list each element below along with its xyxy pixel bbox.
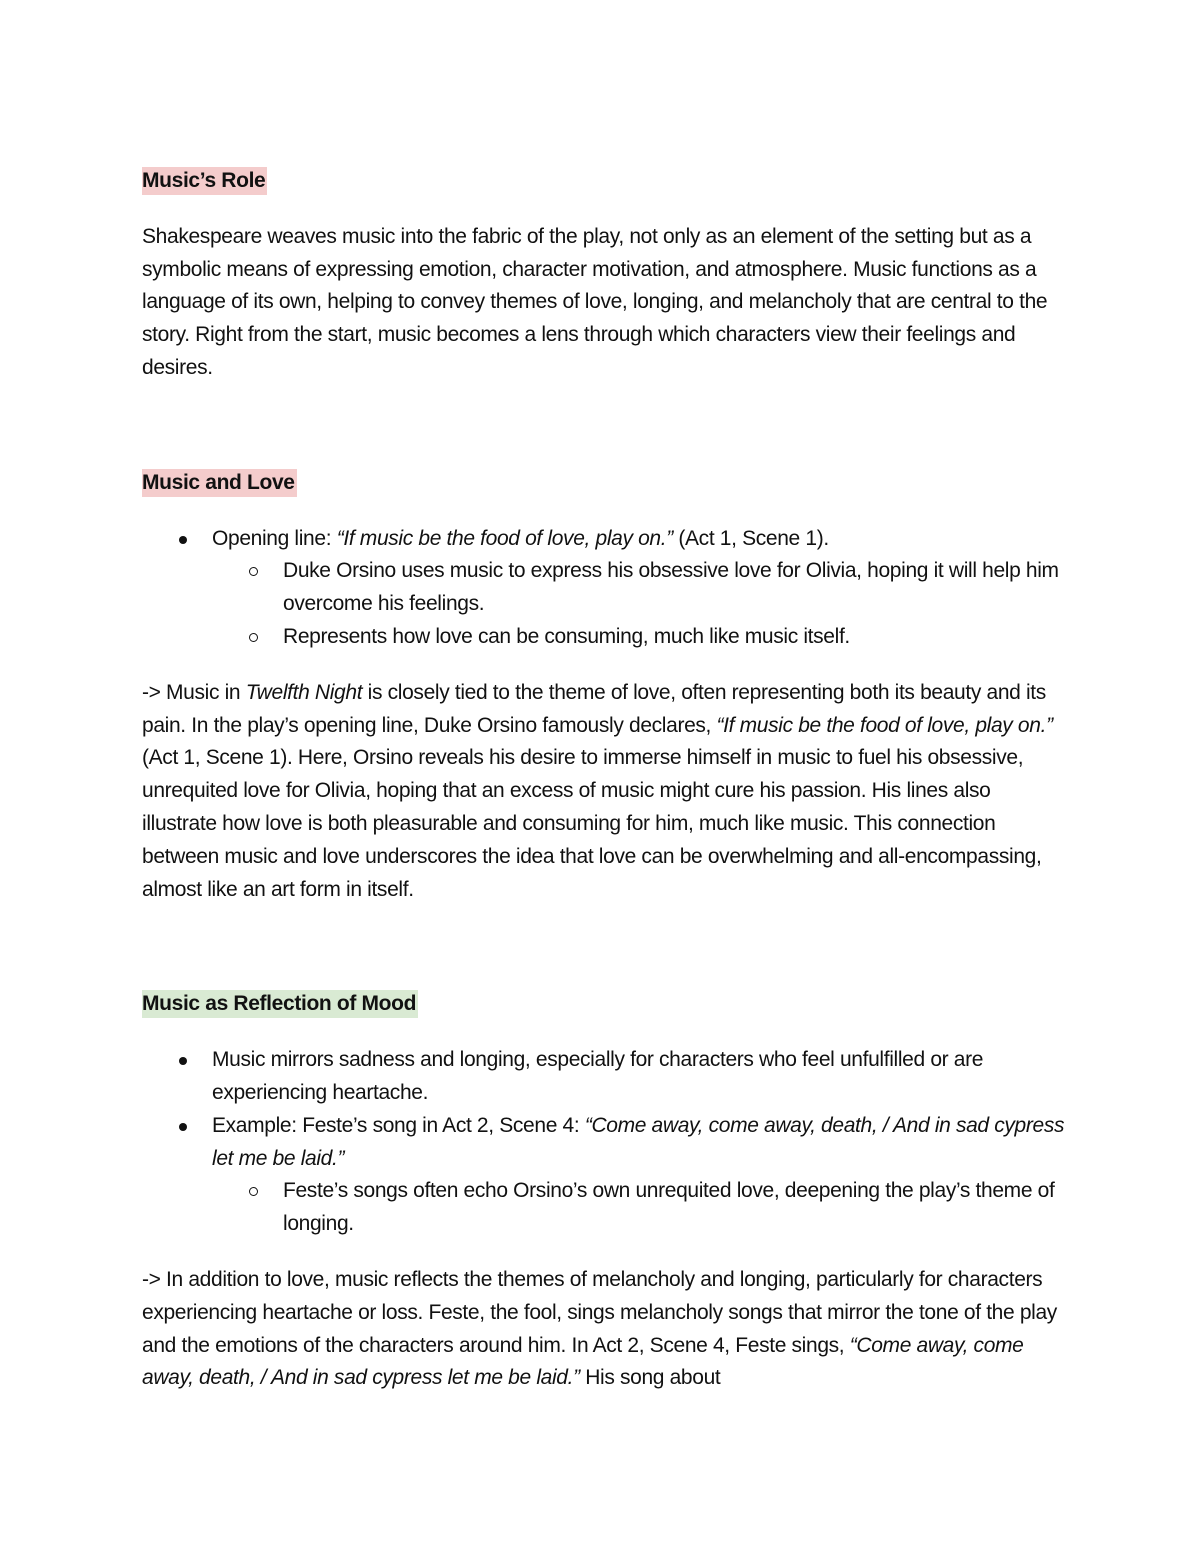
bullet-quote: “If music be the food of love, play on.”: [336, 526, 673, 550]
bullet-text: Music mirrors sadness and longing, especially for characters who feel unfulfilled or are experiencing heartache.: [212, 1048, 984, 1104]
section-music-mood-heading-row: [142, 988, 1067, 1021]
bullet-quote: “Come away, come away, death, / And in sad cypress let me be laid.”: [212, 1113, 1065, 1170]
bullet-text-suffix: (Act 1, Scene 1).: [672, 526, 829, 550]
bullet-circle-icon: [249, 1187, 258, 1196]
bullet-text: Opening line:: [212, 526, 337, 550]
paragraph-quote: “Come away, come away, death, / And in sad cypress let me be laid.”: [142, 1333, 1024, 1390]
sub-bullet-list: [142, 1175, 1067, 1241]
sub-bullet-item: [142, 1175, 1067, 1241]
paragraph-text: (Act 1, Scene 1). Here, Orsino reveals his desire to immerse himself in music to fuel his obsessive, unrequited love for Olivia, hoping that an excess of music might cure his passion. His lines also illustrate how love is both pleasurable and consuming for him, much like music. This connection between music and love underscores the idea that love can be overwhelming and all-encompassing, almost like an art form in itself.: [142, 746, 1042, 901]
paragraph-text: His song about: [579, 1366, 721, 1390]
sub-bullet-item: [142, 621, 1067, 654]
bullet-dot-icon: [179, 1057, 187, 1065]
paragraph-quote: “If music be the food of love, play on.”: [716, 713, 1053, 737]
bullet-item: [142, 1044, 1067, 1110]
bullet-list: [142, 1044, 1067, 1175]
paragraph-text: is closely tied to the theme of love, often representing both its beauty and its pain. In the play’s opening line, Duke Orsino famously declares,: [142, 680, 1046, 737]
section-paragraph: [142, 677, 1067, 907]
sub-bullet-list: [142, 555, 1067, 653]
bullet-dot-icon: [179, 536, 187, 544]
paragraph-text: -> Music in: [142, 680, 246, 704]
section-music-role-heading-row: [142, 165, 1067, 198]
sub-bullet-text: Feste’s songs often echo Orsino’s own unrequited love, deepening the play’s theme of longing.: [283, 1179, 1055, 1236]
bullet-list: [142, 523, 1067, 556]
sub-bullet-item: [142, 555, 1067, 621]
play-title: Twelfth Night: [245, 680, 363, 704]
bullet-item: [142, 1110, 1067, 1176]
paragraph-text: -> In addition to love, music reflects the themes of melancholy and longing, particularly for characters experiencing heartache or loss. Feste, the fool, sings melancholy songs that mirror the tone of the play and the emotions of the characters around him. In Act 2, Scene 4, Feste sings,: [142, 1267, 1057, 1357]
section-heading: Music as Reflection of Mood: [142, 990, 418, 1018]
bullet-circle-icon: [249, 567, 258, 576]
section-paragraph: [142, 1264, 1067, 1395]
bullet-text: Example: Feste’s song in Act 2, Scene 4:: [212, 1113, 585, 1137]
bullet-dot-icon: [179, 1123, 187, 1131]
document-body: [142, 165, 1067, 1395]
section-music-love-heading-row: [142, 467, 1067, 500]
section-heading: Music’s Role: [142, 167, 267, 195]
sub-bullet-text: Represents how love can be consuming, much like music itself.: [283, 624, 850, 648]
section-heading: Music and Love: [142, 469, 297, 497]
sub-bullet-text: Duke Orsino uses music to express his obsessive love for Olivia, hoping it will help him overcome his feelings.: [283, 559, 1059, 616]
bullet-circle-icon: [249, 633, 258, 642]
bullet-item: [142, 523, 1067, 556]
section-paragraph: Shakespeare weaves music into the fabric of the play, not only as an element of the setting but as a symbolic means of expressing emotion, character motivation, and atmosphere. Music functions as a language of its own, helping to convey themes of love, longing, and melancholy that are central to the story. Right from the start, music becomes a lens through which characters view their feelings and desires.: [142, 224, 1048, 379]
